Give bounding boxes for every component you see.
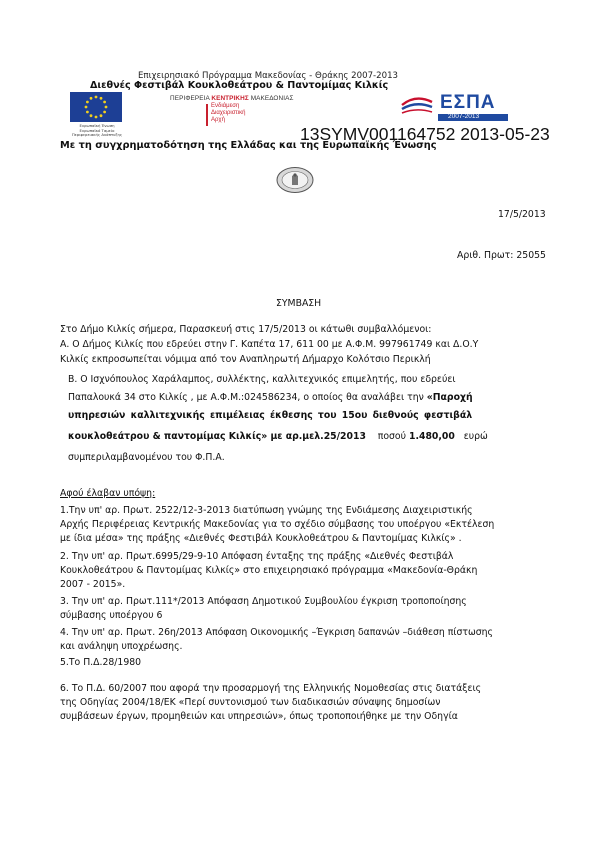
document-title: ΣΥΜΒΑΣΗ (276, 298, 322, 309)
item-6-line-1: 6. Το Π.Δ. 60/2007 που αφορά την προσαρμογή της Ελληνικής Νομοθεσίας στις διατάξεις (60, 683, 482, 694)
cofinance-line: Με τη συγχρηματοδότηση της Ελλάδας και της Ευρωπαϊκής Ένωσης (60, 140, 437, 151)
document-date: 17/5/2013 (498, 209, 546, 220)
municipality-seal-icon (276, 167, 314, 197)
party-b-line-5: συμπεριλαμβανομένου του Φ.Π.Α. (68, 452, 225, 463)
item-5-line: 5.Το Π.Δ.28/1980 (60, 657, 142, 668)
item-1-line-2: Αρχής Περιφέρειας Κεντρικής Μακεδονίας για το σχέδιο σύμβασης του υποέργου «Εκτέλεση (60, 519, 495, 530)
protocol-number: Αριθ. Πρωτ: 25055 (457, 250, 546, 261)
festival-title-line: Διεθνές Φεστιβάλ Κουκλοθεάτρου & Παντομίμας Κιλκίς (90, 80, 389, 91)
considered-heading: Αφού έλαβαν υπόψη: (60, 488, 156, 499)
party-a-line-1: Α. Ο Δήμος Κιλκίς που εδρεύει στην Γ. Καπέτα 17, 611 00 με Α.Φ.Μ. 997961749 και Δ.Ο.Υ (60, 339, 479, 350)
party-b-line-1: Β. Ο Ισχνόπουλος Χαράλαμπος, συλλέκτης, καλλιτεχνικός επιμελητής, που εδρεύει (68, 374, 456, 385)
espa-wordmark: ΕΣΠΑ (440, 92, 496, 113)
party-b-line-3: υπηρεσιών καλλιτεχνικής επιμέλειας έκθεσης του 15ου διεθνούς φεστιβάλ (68, 410, 473, 421)
party-b-line-2: Παπαλουκά 34 στο Κιλκίς , με Α.Φ.Μ.:024586234, ο οποίος θα αναλάβει την «Παροχή (68, 392, 473, 403)
item-6-line-3: συμβάσεων έργων, προμηθειών και υπηρεσιών», όπως τροποποιήθηκε με την Οδηγία (60, 711, 458, 722)
item-2-line-1: 2. Την υπ' αρ. Πρωτ.6995/29-9-10 Απόφαση ένταξης της πράξης «Διεθνές Φεστιβάλ (60, 551, 454, 562)
eu-logo-caption: Ευρωπαϊκή Ένωση Ευρωπαϊκό Ταμείο Περιφερειακής Ανάπτυξης (71, 123, 123, 137)
party-b-line-4: κουκλοθεάτρου & παντομίμας Κιλκίς» με αρ.μελ.25/2013 ποσού 1.480,00 ευρώ (68, 431, 488, 442)
item-1-line-3: με ίδια μέσα» της πράξης «Διεθνές Φεστιβάλ Κουκλοθεάτρου & Παντομίμας Κιλκίς» . (60, 533, 462, 544)
registry-stamp: 13SYMV001164752 2013-05-23 (300, 124, 550, 144)
item-4-line-2: και ανάληψη υποχρέωσης. (60, 641, 183, 652)
region-central-macedonia-logo: ΠΕΡΙΦΕΡΕΙΑ ΚΕΝΤΡΙΚΗΣ ΜΑΚΕΔΟΝΙΑΣ Ενδιάμεση Διαχειριστική Αρχή (170, 95, 294, 102)
item-4-line-1: 4. Την υπ' αρ. Πρωτ. 26η/2013 Απόφαση Οικονομικής –Έγκριση δαπανών –διάθεση πίστωσης (60, 627, 493, 638)
item-3-line-1: 3. Την υπ' αρ. Πρωτ.111*/2013 Απόφαση Δημοτικού Συμβουλίου έγκριση τροποποίησης (60, 596, 467, 607)
item-2-line-3: 2007 - 2015». (60, 579, 126, 590)
espa-logo (400, 93, 510, 125)
item-2-line-2: Κουκλοθεάτρου & Παντομίμας Κιλκίς» στο επιχειρησιακό πρόγραμμα «Μακεδονία-Θράκη (60, 565, 478, 576)
eu-flag-logo (70, 92, 122, 122)
item-3-line-2: σύμβασης υποέργου 6 (60, 610, 163, 621)
espa-years: 2007-2013 (448, 113, 480, 120)
item-1-line-1: 1.Την υπ' αρ. Πρωτ. 2522/12-3-2013 διατύπωση γνώμης της Ενδιάμεσης Διαχειριστικής (60, 505, 473, 516)
party-a-line-2: Κιλκίς εκπροσωπείται νόμιμα από τον Αναπληρωτή Δήμαρχο Κολότσιο Περικλή (60, 354, 431, 365)
intro-line: Στο Δήμο Κιλκίς σήμερα, Παρασκευή στις 17/5/2013 οι κάτωθι συμβαλλόμενοι: (60, 324, 432, 335)
operational-program-line: Επιχειρησιακό Πρόγραμμα Μακεδονίας - Θράκης 2007-2013 (138, 71, 399, 81)
item-6-line-2: της Οδηγίας 2004/18/ΕΚ «Περί συντονισμού των διαδικασιών σύναψης δημοσίων (60, 697, 441, 708)
